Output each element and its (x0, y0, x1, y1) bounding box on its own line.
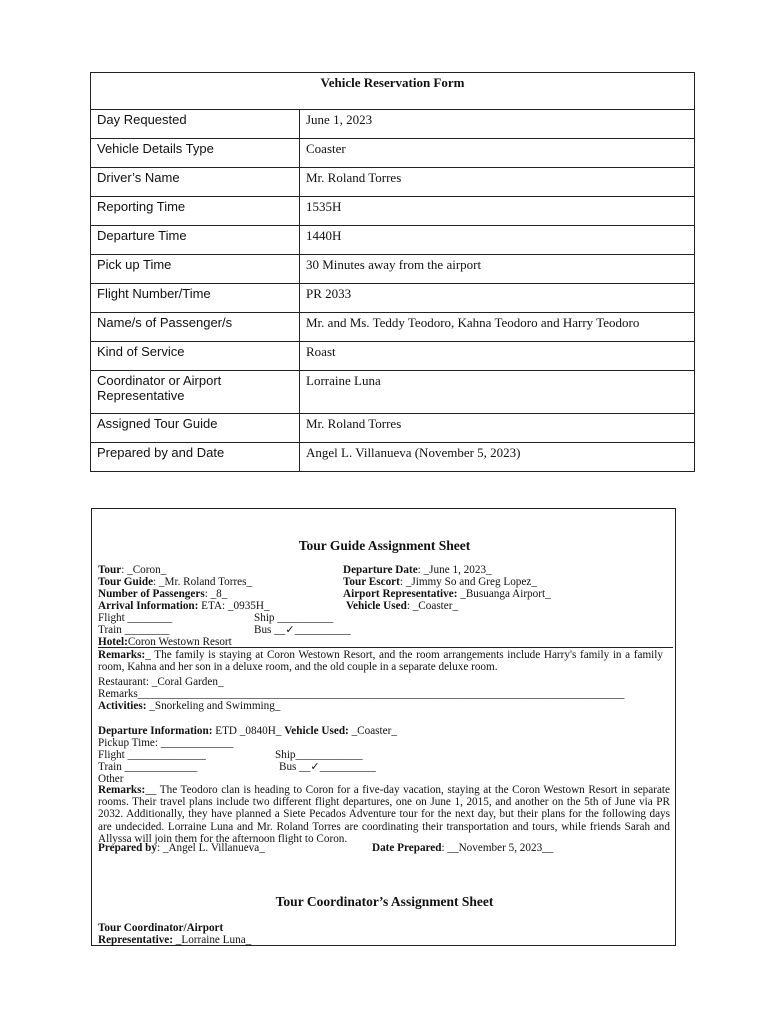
vehicle-reservation-form (90, 72, 695, 472)
row-label: Assigned Tour Guide (91, 414, 300, 443)
tour-line (98, 564, 166, 576)
tour-escort-line (343, 576, 537, 588)
table-row (91, 284, 695, 313)
table-row (91, 139, 695, 168)
prepared-line (98, 842, 265, 854)
prepared-label: Prepared by (98, 842, 157, 854)
row-value: Angel L. Villanueva (November 5, 2023) (300, 443, 695, 472)
row-label: Name/s of Passenger/s (91, 313, 300, 342)
form-title: Vehicle Reservation Form (91, 73, 695, 110)
row-label: Driver’s Name (91, 168, 300, 197)
dep-vehicle-label: Vehicle Used: (284, 725, 349, 737)
passengers-label: Number of Passengers (98, 588, 205, 600)
departure-date-value: : _June 1, 2023_ (417, 564, 492, 576)
table-row (91, 255, 695, 284)
departure-date-label: Departure Date (343, 564, 418, 576)
remarks-1 (98, 649, 663, 673)
remarks-2-label: Remarks: (98, 784, 146, 796)
row-value: Lorraine Luna (300, 371, 695, 414)
vehicle-used-label: Vehicle Used (346, 600, 407, 612)
row-label: Pick up Time (91, 255, 300, 284)
coordinator-sheet-title: Tour Coordinator’s Assignment Sheet (275, 894, 494, 909)
form-title-row (91, 73, 695, 110)
remarks-1-text: _ The family is staying at Coron Westown Resort, and the room arrangements include Harry's family in a family room, Kahna and her son in a deluxe room, and the old couple in a separate deluxe room. (98, 649, 663, 674)
row-value: Coaster (300, 139, 695, 168)
row-value: PR 2033 (300, 284, 695, 313)
table-row (91, 197, 695, 226)
guide-sheet-title: Tour Guide Assignment Sheet (298, 538, 471, 553)
table-row (91, 313, 695, 342)
tour-escort-value: : _Jimmy So and Greg Lopez_ (399, 576, 537, 588)
row-label: Vehicle Details Type (91, 139, 300, 168)
table-row (91, 443, 695, 472)
row-value: 30 Minutes away from the airport (300, 255, 695, 284)
passengers-line (98, 588, 227, 600)
flight-line: Flight ________ (98, 612, 173, 624)
tour-guide-label: Tour Guide (98, 576, 154, 588)
arrival-line (98, 600, 270, 612)
airport-rep-value: _Busuanga Airport_ (457, 588, 551, 600)
coordinator-line-2 (98, 934, 251, 946)
prepared-value: : _Angel L. Villanueva_ (156, 842, 265, 854)
row-label: Departure Time (91, 226, 300, 255)
passengers-value: : _8_ (204, 588, 228, 600)
hotel-value: Coron Westown Resort (127, 636, 232, 648)
activities-label: Activities: (98, 700, 147, 712)
vehicle-used-line (346, 600, 458, 612)
table-row (91, 110, 695, 139)
tour-value: : _Coron_ (121, 564, 167, 576)
coordinator-line-1: Tour Coordinator/Airport (98, 922, 224, 934)
train-line: Train ________ (98, 624, 170, 636)
remarks-2-text: __ The Teodoro clan is heading to Coron for a five-day vacation, staying at the Coron Westown Resort in separate rooms. Their travel plans include two different flight departures, one on June 1, 2015, and another on the 5th of June via PR 2032. Additionally, they have planned a Siete Pecados Adventure tour for the next day, but their plans for the following days are undecided. Lorraine Luna and Mr. Roland Torres are coordinating their transportation and tours, while friends Sarah and Allyssa will join them for the afternoon flight to Coron. (98, 784, 670, 845)
coordinator-rep-label: Representative: (98, 934, 173, 946)
coordinator-rep-value: _Lorraine Luna_ (172, 934, 252, 946)
remarks-2 (98, 784, 670, 845)
tour-escort-label: Tour Escort (343, 576, 400, 588)
row-label: Kind of Service (91, 342, 300, 371)
arrival-label: Arrival Information: (98, 600, 199, 612)
departure-date-line (343, 564, 492, 576)
table-row (91, 168, 695, 197)
row-value: 1440H (300, 226, 695, 255)
divider (98, 647, 673, 648)
departure-info-value: ETD _0840H_ (212, 725, 285, 737)
flight-line-2: Flight ______________ (98, 749, 206, 761)
bus-line-2: Bus __✓__________ (279, 761, 376, 773)
date-prepared-line (372, 842, 553, 854)
remarks-blank-line: Remarks_______________________________________________________________________________________ (98, 688, 625, 700)
bus-line: Bus __✓__________ (254, 624, 351, 636)
departure-info-line (98, 725, 397, 737)
row-value: Mr. Roland Torres (300, 414, 695, 443)
airport-rep-label: Airport Representative: (343, 588, 458, 600)
tour-guide-value: : _Mr. Roland Torres_ (153, 576, 253, 588)
departure-info-label: Departure Information: (98, 725, 213, 737)
ship-line: Ship __________ (254, 612, 334, 624)
restaurant-line: Restaurant: _Coral Garden_ (98, 676, 224, 688)
tour-guide-assignment-sheet (91, 508, 676, 946)
vehicle-used-value: : _Coaster_ (406, 600, 459, 612)
row-value: Mr. and Ms. Teddy Teodoro, Kahna Teodoro and Harry Teodoro (300, 313, 695, 342)
tour-label: Tour (98, 564, 122, 576)
date-prepared-label: Date Prepared (372, 842, 442, 854)
date-prepared-value: : __November 5, 2023__ (441, 842, 554, 854)
row-label: Day Requested (91, 110, 300, 139)
train-line-2: Train _____________ (98, 761, 198, 773)
row-label: Flight Number/Time (91, 284, 300, 313)
row-label: Reporting Time (91, 197, 300, 226)
remarks-1-label: Remarks: (98, 649, 146, 661)
row-value: June 1, 2023 (300, 110, 695, 139)
row-value: Mr. Roland Torres (300, 168, 695, 197)
row-value: 1535H (300, 197, 695, 226)
table-row (91, 414, 695, 443)
activities-value: _Snorkeling and Swimming_ (146, 700, 281, 712)
activities-line (98, 700, 280, 712)
hotel-label: Hotel: (98, 636, 128, 648)
table-row (91, 371, 695, 414)
arrival-eta: ETA: _0935H_ (198, 600, 270, 612)
row-value: Roast (300, 342, 695, 371)
row-label: Prepared by and Date (91, 443, 300, 472)
pickup-line: Pickup Time: _____________ (98, 737, 234, 749)
airport-rep-line (343, 588, 551, 600)
other-line: Other (98, 773, 124, 785)
row-label: Coordinator or Airport Representative (91, 371, 300, 414)
table-row (91, 226, 695, 255)
tour-guide-line (98, 576, 252, 588)
dep-vehicle-value: _Coaster_ (348, 725, 397, 737)
ship-line-2: Ship____________ (275, 749, 363, 761)
table-row (91, 342, 695, 371)
